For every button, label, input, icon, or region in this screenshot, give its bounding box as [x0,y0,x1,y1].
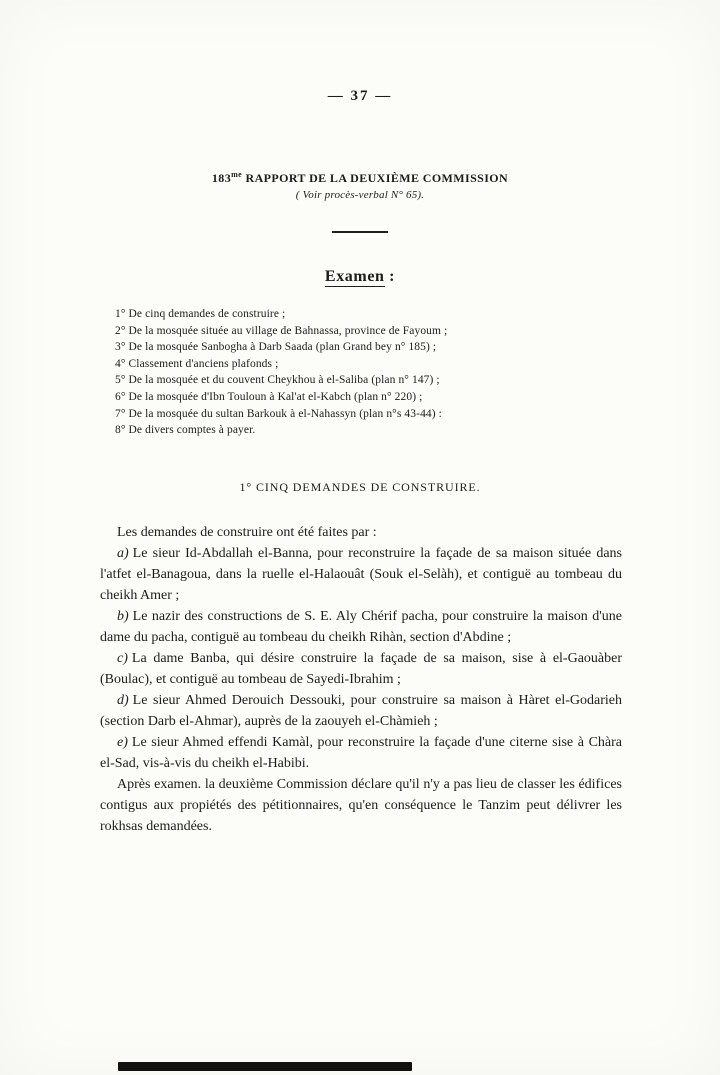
examen-item: 3° De la mosquée Sanbogha à Darb Saada (plan Grand bey n° 185) ; [115,341,437,354]
paragraph-label: b) [117,609,129,624]
paragraph-text: Les demandes de construire ont été faites par : [117,525,377,540]
paragraph-text: La dame Banba, qui désire construire la façade de sa maison, sise à el-Gaouàber (Boulac), et contiguë au tombeau de Sayedi-Ibrahim ; [100,651,622,687]
examen-list [115,306,650,439]
paragraph-text: Le sieur Id-Abdallah el-Banna, pour reconstruire la façade de sa maison située dans l'atfet el-Banagoua, dans la ruelle el-Halaouât (Souk el-Selàh), et contiguë au tombeau du cheikh Amer ; [100,546,622,603]
paragraph-label: c) [117,651,128,666]
paragraph [100,606,622,648]
paragraph [100,774,622,837]
examen-item: 5° De la mosquée et du couvent Cheykhou à el-Saliba (plan n° 147) ; [115,374,440,387]
paragraph-label: e) [117,735,128,750]
paragraph-text: Après examen. la deuxième Commission déclare qu'il n'y a pas lieu de classer les édifices contigus aux propiétés des pétitionnaires, qu'en conséquence le Tanzim peut délivrer les rokhsas demandées. [100,777,622,834]
examen-item: 4° Classement d'anciens plafonds ; [115,357,279,370]
examen-heading-colon: : [384,268,396,285]
paragraph [100,690,622,732]
section-divider [332,231,388,233]
paragraph [100,732,622,774]
paragraph [100,543,622,606]
report-title-number: 183 [211,171,232,185]
examen-item: 1° De cinq demandes de construire ; [115,308,286,320]
report-title-text: RAPPORT DE LA DEUXIÈME COMMISSION [242,171,509,185]
examen-item: 2° De la mosquée située au village de Bahnassa, province de Fayoum ; [115,324,448,337]
page-number: — 37 — [327,88,393,104]
examen-item: 6° De la mosquée d'Ibn Touloun à Kal'at el-Kabch (plan n° 220) ; [115,390,423,403]
examen-heading [0,268,720,286]
body-text [100,522,622,837]
report-title-ordinal: me [231,170,243,179]
paragraph-label: a) [117,546,129,561]
report-title [0,170,720,186]
examen-heading-word: Examen [324,268,385,285]
examen-item: 8° De divers comptes à payer. [115,424,256,437]
paragraph-text: Le nazir des constructions de S. E. Aly Chérif pacha, pour construire la maison d'une dame du pacha, contiguë au tombeau du cheikh Rihàn, section d'Abdine ; [100,609,622,645]
paragraph [100,648,622,690]
paragraph-label: d) [117,693,129,708]
paragraph [100,522,622,543]
paragraph-text: Le sieur Ahmed effendi Kamàl, pour reconstruire la façade d'une citerne sise à Chàra el-Sad, vis-à-vis du cheikh el-Habibi. [100,735,622,771]
examen-item: 7° De la mosquée du sultan Barkouk à el-Nahassyn (plan n°s 43-44) : [115,407,442,420]
scan-artifact-bar [118,1062,412,1071]
paragraph-text: Le sieur Ahmed Derouich Dessouki, pour construire sa maison à Hàret el-Godarieh (section Darb el-Ahmar), auprès de la zaouyeh el-Chàmieh ; [100,693,622,729]
section-heading: 1° CINQ DEMANDES DE CONSTRUIRE. [239,480,481,494]
report-subtitle: ( Voir procès-verbal N° 65). [295,189,425,201]
